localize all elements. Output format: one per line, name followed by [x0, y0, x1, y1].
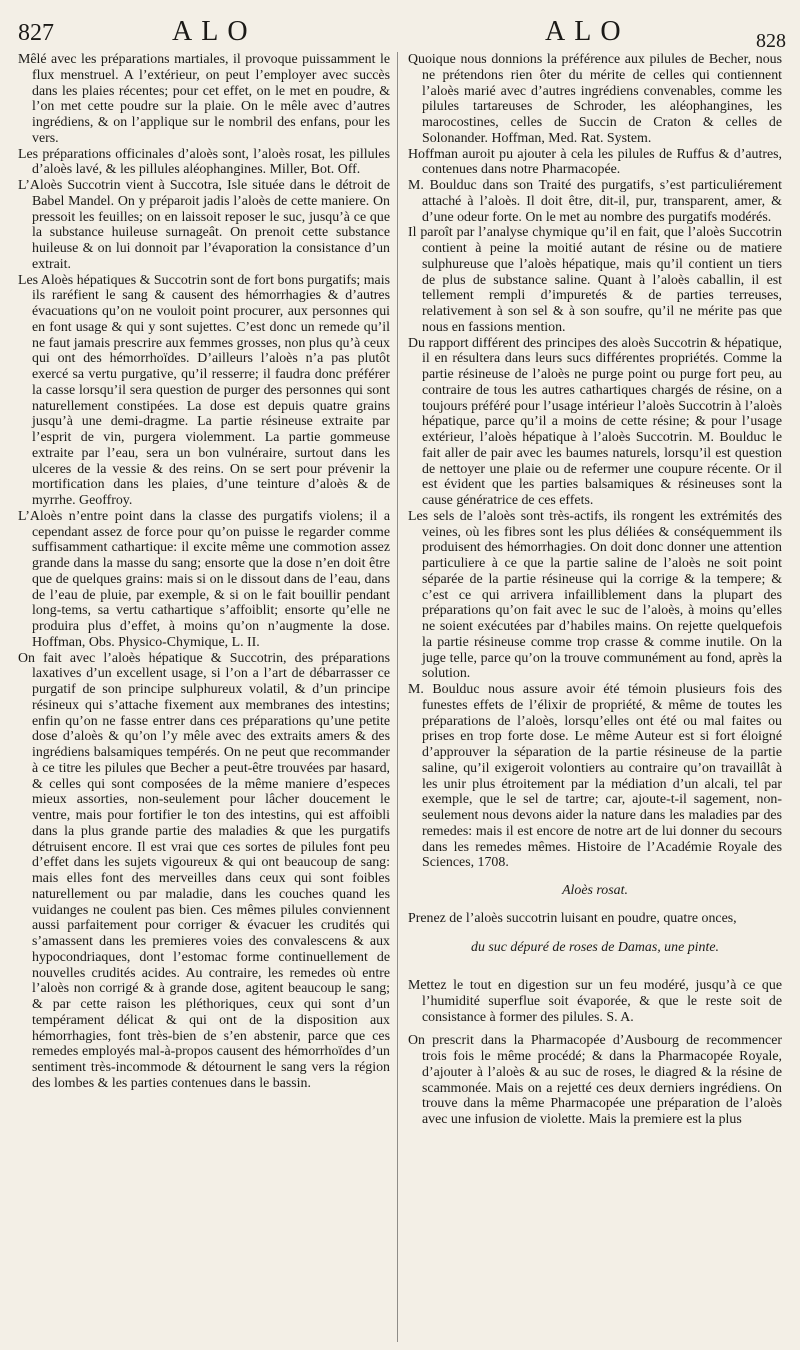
paragraph: Il paroît par l’analyse chymique qu’il en fait, que l’aloès Succotrin contient à peine la moitié autant de résine ou de matiere sulphureuse que l’aloès hépatique, mais qu’il contient un tiers de plus de substance saline. Quant à l’aloès caballin, il est tellement rempli d’impuretés & de parties terreuses, relativement à son sel & à son soufre, qu’il ne mérite pas que nous en fassions mention. [408, 225, 782, 335]
recipe-line: du suc dépuré de roses de Damas, une pinte. [471, 940, 719, 956]
paragraph: L’Aloès n’entre point dans la classe des purgatifs violens; il a cependant assez de force pour qu’on puisse le regarder comme suffisamment cathartique: il excite même une commotion assez grande dans la masse du sang; ensorte que la dose n’en doit être que de quelques grains: mais si on le dissout dans de l’eau, dans de l’eau de pluie, par exemple, & si on le fait bouillir pendant long-tems, sa vertu cathartique s’affoiblit; ensorte qu’elle ne produira plus d’effet, à moins qu’on n’augmente la dose. Hoffman, Obs. Physico-Chymique, L. II. [18, 508, 390, 650]
paragraph: On prescrit dans la Pharmacopée d’Ausbourg de recommencer trois fois le même procédé; & dans la Pharmacopée Royale, d’ajouter à l’aloès & au suc de roses, le diagred & la résine de scammonée. Mais on a rejetté ces deux derniers ingrédiens. On trouve dans la même Pharmacopée une préparation de l’aloès avec une infusion de violette. Mais la premiere est la plus [408, 1033, 782, 1128]
right-column [408, 52, 782, 1342]
paragraph: Mêlé avec les préparations martiales, il provoque puissamment le flux menstruel. A l’extérieur, on peut l’employer avec succès dans les plaies récentes; pour cet effet, on le met en poudre, & l’on met cette poudre sur la plaie. On le mêle avec d’autres ingrédiens, & on l’applique sur le nombril des enfans, pour les vers. [18, 52, 390, 146]
left-column [18, 52, 390, 1342]
paragraph: L’Aloès Succotrin vient à Succotra, Isle située dans le détroit de Babel Mandel. On y préparoit jadis l’aloès de cette maniere. On pressoit les feuilles; on en laissoit reposer le suc, jusqu’à ce que la substance huileuse surnageât. On prenoit cette substance huileuse & on lui donnoit par l’évaporation la consistance d’un extrait. [18, 178, 390, 272]
paragraph: Hoffman auroit pu ajouter à cela les pilules de Ruffus & d’autres, contenues dans notre Pharmacopée. [408, 146, 782, 178]
page-number-left: 827 [18, 20, 54, 46]
page-header [0, 0, 800, 52]
paragraph: On fait avec l’aloès hépatique & Succotrin, des préparations laxatives d’un excellent usage, si l’on a l’art de débarrasser ce purgatif de son principe sulphureux volatil, & d’un principe résineux qui s’attache fixement aux membranes des intestins; enfin qu’on ne fasse entrer dans ces préparations qu’une petite dose d’aloès & qu’on l’y mêle avec des extraits amers & des ingrédiens balsamiques tempérés. On ne peut que recommander à ce titre les pilules que Becher a peut-être trouvées par hasard, & celles qui sont composées de la même maniere d’especes mieux assorties, non-seulement pour lâcher doucement le ventre, mais pour fortifier le ton des intestins, qui est affoibli dans la plus grande partie des maladies & que les purgatifs détruisent encore. Il est vrai que ces sortes de pilules font peu d’effet dans les sujets vigoureux & qui ont beaucoup de sang: mais elles font des merveilles dans ceux qui sont foibles naturellement ou par maladie, dans les couches quand les vuidanges ne coulent pas bien. Ces mêmes pilules conviennent aussi parfaitement pour corriger & évacuer les crudités qui s’amassent dans les premieres voies des convalescens & aux hypocondriaques, dont l’estomac forme continuellement de nouvelles crudités acides. Au contraire, les remedes où entre l’aloès non corrigé & à grande dose, agitent beaucoup le sang; & par cette raison les pléthoriques, ceux qui sont d’un tempérament délicat & qui ont de la disposition aux hémorrhagies, font très-bien de s’en abstenir, parce que ces remedes employés mal-à-propos causent des hémorrhoïdes d’un sentiment très-incommode & détournent le sang vers la région des lombes & les parties contenues dans le bassin. [18, 650, 390, 1091]
paragraph: Les préparations officinales d’aloès sont, l’aloès rosat, les pillules d’aloès lavé, & les pillules aléophangines. Miller, Bot. Off. [18, 146, 390, 178]
paragraph: M. Boulduc dans son Traité des purgatifs, s’est particuliérement attaché à l’aloès. Il doit être, dit-il, pur, transparent, amer, & d’une odeur forte. On le met au nombre des purgatifs modérés. [408, 178, 782, 225]
column-divider [397, 52, 398, 1342]
paragraph: M. Boulduc nous assure avoir été témoin plusieurs fois des funestes effets de l’élixir de propriété, & même de toutes les préparations de l’aloès, lorsqu’elles ont été ou mal faites ou prises en trop forte dose. Le même Auteur est si fort éloigné d’approuver la séparation de la partie résineuse de la partie saline, qu’il exigeroit volontiers au contraire qu’on travaillât à les unir plus étroitement par la médiation d’un alcali, tel par exemple, que le sel de tartre; car, ajoute-t-il sagement, non-seulement nous devons aider la nature dans les maladies par des remedes: mais il est encore de notre art de lui donner du secours dans les remedes mêmes. Histoire de l’Académie Royale des Sciences, 1708. [408, 682, 782, 871]
recipe-title: Aloès rosat. [562, 883, 628, 898]
page-number-right: 828 [756, 30, 786, 52]
paragraph: Les sels de l’aloès sont très-actifs, ils rongent les extrémités des veines, où les fibres sont les plus déliées & conséquemment ils produisent des hémorrhagies. On doit donc donner une attention particuliere à ce que la partie saline de l’aloès ne soit point séparée de la partie résineuse qui la corrige & la tempere; & c’est ce qui arrivera infailliblement dans la plupart des préparations qu’on fait avec le suc de l’aloès, à moins qu’elles ne soient exécutées par d’habiles mains. On rejette quelquefois la partie résineuse comme trop crasse & comme inutile. On la juge telle, parce qu’on la trouve communément au fond, après la solution. [408, 508, 782, 682]
paragraph: Du rapport différent des principes des aloès Succotrin & hépatique, il en résultera dans leurs sucs différentes propriétés. Comme la partie résineuse de l’aloès ne purge point ou purge fort peu, au contraire de tous les autres cathartiques chargés de résine, on a toujours préféré pour l’usage intérieur l’aloès Succotrin à l’aloès hépatique, parce qu’il a moins de cette résine; & pour l’usage extérieur, l’aloès hépatique à l’aloès Succotrin. M. Boulduc le fait aller de pair avec les baumes naturels, lorsqu’il est question de nettoyer une plaie ou de refermer une coupure récente. Or il est évident que les parties balsamiques & résineuses sont la cause génératrice de ces effets. [408, 335, 782, 508]
paragraph: Les Aloès hépatiques & Succotrin sont de fort bons purgatifs; mais ils raréfient le sang & causent des hémorrhagies & d’autres évacuations qu’on ne vouloit point procurer, aux personnes qui en font usage & qui y sont sujettes. C’est donc un remede qu’il ne faut jamais prescrire aux femmes grosses, non plus qu’à ceux qui ont des hémorrhoïdes. D’ailleurs l’aloès n’a pas plutôt exercé sa vertu purgative, qu’il resserre; il faudra donc préférer la casse lorsqu’il sera question de purger des personnes qui sont naturellement constipées. La dose est depuis quatre grains jusqu’à une demi-dragme. La partie résineuse extraite par l’esprit de vin, purgera violemment. La partie gommeuse extraite par l’eau, sera un bon vulnéraire, surtout dans les ulceres de la vessie & des reins. On se sert pour prévenir la mortification dans les plaies, d’une teinture d’aloès & de myrrhe. Geoffroy. [18, 272, 390, 508]
running-headword-left: ALO [172, 16, 257, 47]
recipe-line: Prenez de l’aloès succotrin luisant en poudre, quatre onces, [408, 910, 737, 926]
paragraph: Quoique nous donnions la préférence aux pilules de Becher, nous ne prétendons rien ôter du mérite de celles qui contiennent l’aloès marié avec d’autres ingrédiens convenables, comme les pilules tartareuses de Schroder, les aléophangines, les marocostines, celles de Succin de Craton & celles de Solonander. Hoffman, Med. Rat. System. [408, 52, 782, 146]
recipe [408, 911, 782, 956]
running-headword-right: ALO [545, 16, 630, 47]
paragraph: Mettez le tout en digestion sur un feu modéré, jusqu’à ce que l’humidité superflue soit évaporée, & que le reste soit de consistance à former des pilules. S. A. [408, 978, 782, 1025]
